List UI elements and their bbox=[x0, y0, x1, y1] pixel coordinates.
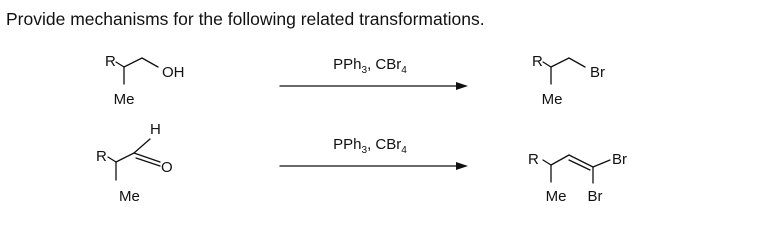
bond bbox=[116, 62, 124, 67]
reaction-2-reagents: PPh$_3$, CBr$_4$ bbox=[333, 136, 407, 156]
bond bbox=[116, 153, 134, 162]
methyl-label: Me bbox=[541, 91, 563, 108]
carbonyl-bond bbox=[134, 153, 160, 162]
alkene-bond bbox=[569, 160, 590, 170]
reaction-1-arrow bbox=[280, 82, 468, 90]
methyl-label: Me bbox=[119, 188, 140, 205]
carbonyl-bond bbox=[136, 158, 160, 166]
reaction-1-starting-material bbox=[105, 53, 185, 108]
bromine-label: Br bbox=[590, 64, 605, 81]
r-group-label: R bbox=[528, 151, 539, 168]
reaction-2-product bbox=[528, 151, 627, 205]
reaction-2-starting-material bbox=[96, 121, 173, 205]
oxygen-label: O bbox=[161, 159, 173, 176]
bond bbox=[551, 155, 569, 165]
bond bbox=[569, 58, 585, 67]
reaction-1-product bbox=[532, 53, 605, 108]
bond bbox=[593, 160, 610, 167]
reaction-1-reagents: PPh$_3$, CBr$_4$ bbox=[333, 56, 407, 76]
hydroxyl-label: OH bbox=[162, 64, 185, 81]
question-text: Provide mechanisms for the following related transformations. bbox=[6, 9, 485, 29]
reaction-2 bbox=[96, 121, 627, 205]
bond bbox=[543, 160, 551, 165]
r-group-label: R bbox=[105, 53, 116, 70]
bond bbox=[124, 58, 142, 67]
methyl-label: Me bbox=[545, 188, 567, 205]
bond bbox=[551, 58, 569, 67]
bond bbox=[142, 58, 158, 67]
hydrogen-label: H bbox=[150, 121, 161, 138]
bromine-label: Br bbox=[612, 151, 627, 168]
bond bbox=[543, 62, 551, 67]
reaction-2-arrow bbox=[280, 162, 468, 170]
methyl-label: Me bbox=[113, 91, 135, 108]
r-group-label: R bbox=[96, 148, 107, 165]
bond bbox=[108, 157, 116, 162]
bromine-label: Br bbox=[587, 188, 603, 205]
reaction-1 bbox=[105, 53, 605, 108]
bond bbox=[134, 139, 150, 153]
r-group-label: R bbox=[532, 53, 543, 70]
